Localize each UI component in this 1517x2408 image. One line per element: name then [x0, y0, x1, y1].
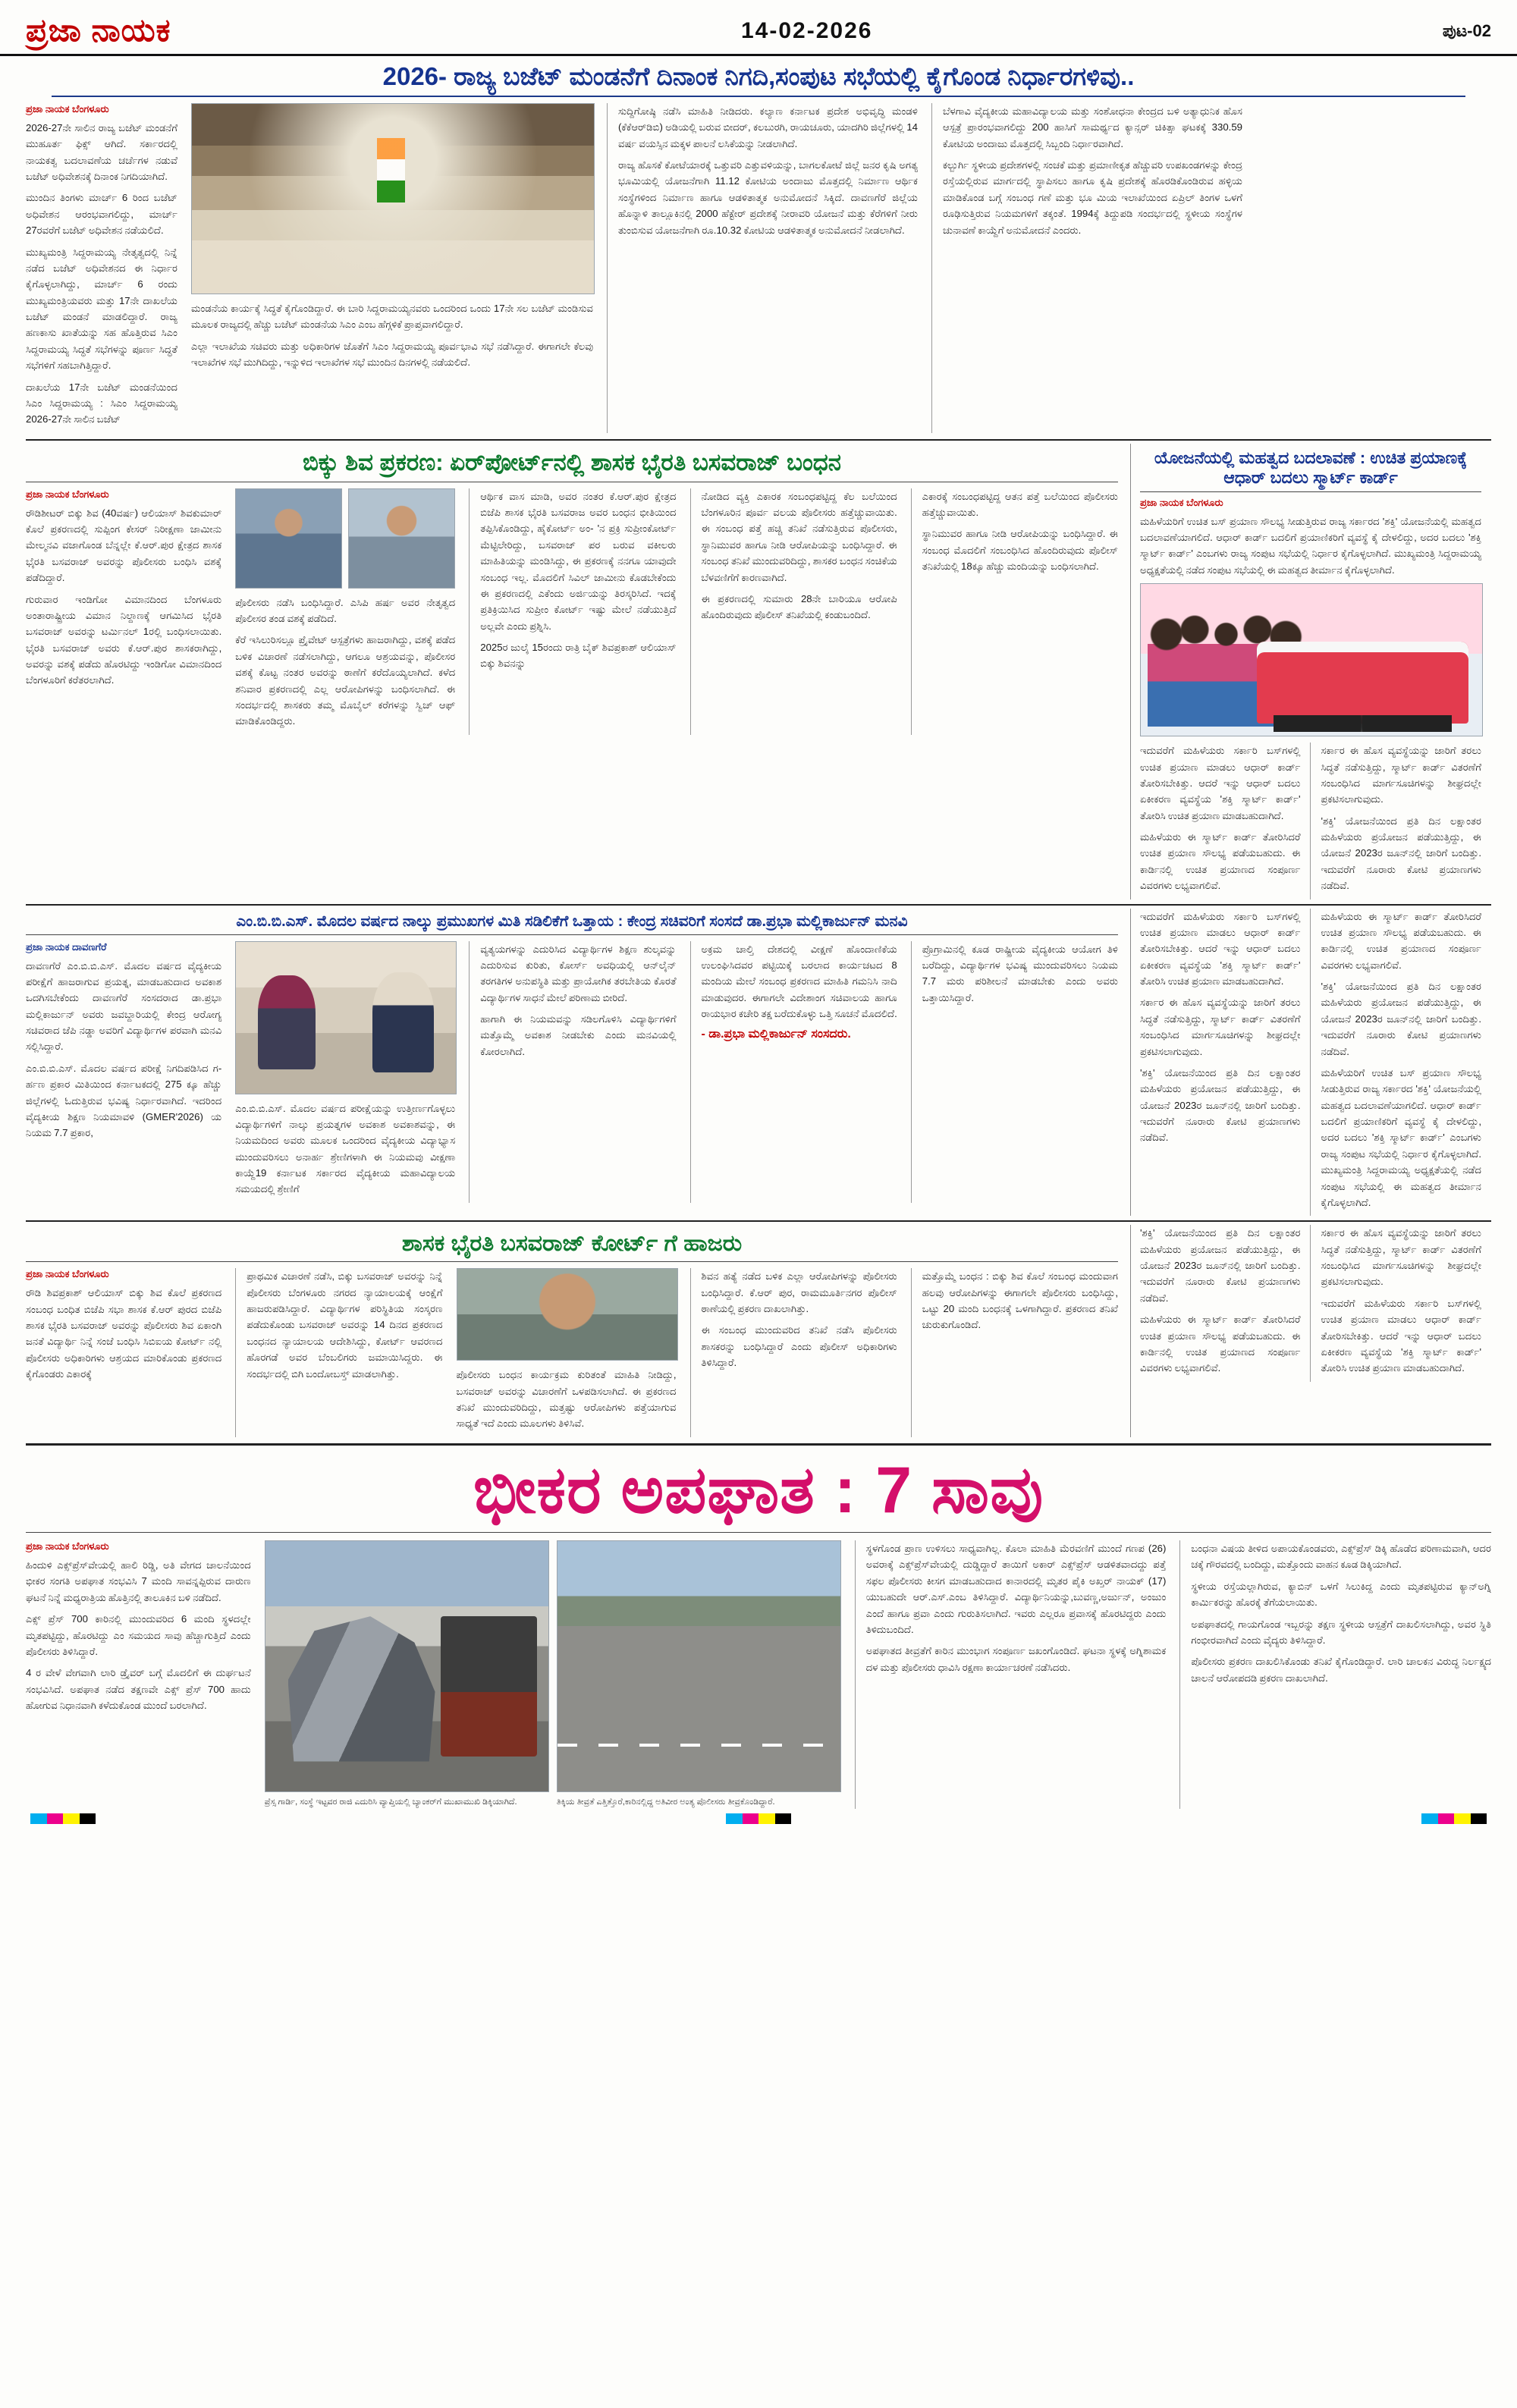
- accident-caption-road: ತಿಕ್ಕಿಯ ತೀವ್ರತೆ ಎತ್ತಿತ್ತೊರೆ,ಕಾರಿನಲ್ಲಿದ್ದ ಅತಿವೀರ ಅಂತ್ಯ ಪೊಲೀಸರು ತೀವ್ರಕೊಂಡಿದ್ದಾರೆ.: [556, 1797, 775, 1807]
- accident-col1: ಹಿಂದುಳಿ ಎಕ್ಸ್‌ಪ್ರೆಸ್‌ವೇಯಲ್ಲಿ ಹಾಲಿ ರಿಡ್ಡಿ, ಅತಿ ವೇಗದ ಚಾಲನೆಯಿಂದ ಭೀಕರ ಸಂಗತಿ ಅಪಘಾತ ಸಂಭವಿಸಿ 7 ಮಂದಿ ಸಾವನ್ನಪ್ಪಿರುವ ದಾರುಣ ಘಟನೆ ನಿನ್ನೆ ಮಧ್ಯರಾತ್ರಿಯ ಹೊತ್ತಿನಲ್ಲಿ ತಾಲೂಕಿನ ಬಳಿ ನಡೆದಿದೆ. ಎಕ್ಸ್ ಪ್ರೆಸ್ 700 ಕಾರಿನಲ್ಲಿ ಮುಂದುವರಿದ 6 ಮಂದಿ ಸ್ಥಳದಲ್ಲೇ ಮೃತಪಟ್ಟಿದ್ದು, ಹೊರಟಿದ್ದು ಎಂ ಸಮಯದ ಸಾವು ಹೆಚ್ಚಾಗುತ್ತಿದೆ ಎಂದು ಪೊಲೀಸರು ತಿಳಿಸಿದ್ದಾರೆ. 4 ರ ವೇಳೆ ವೇಗವಾಗಿ ಲಾರಿ ಡ್ರೈವರ್ ಬಗ್ಗೆ ಮೊದಲಿಗೆ ಈ ದುರ್ಘಟನೆ ಸಂಭವಿಸಿದೆ. ಅಪಘಾತ ನಡೆದ ತಕ್ಷಣವೇ ಎಕ್ಸ್ ಪ್ರೆಸ್ 700 ಹಾದು ಹೋಗುವ ನಿಧಾನವಾಗಿ ಕಳೆದುಕೊಂಡ ಮುಂದೆ ಬರಲಾಗಿದೆ.: [26, 1559, 251, 1712]
- court-col1: ರೌಡಿ ಶಿವಪ್ರಕಾಶ್ ಆಲಿಯಾಸ್ ಬಿಕ್ಕು ಶಿವ ಕೊಲೆ ಪ್ರಕರಣದ ಸಂಬಂಧ ಬಂಧಿತ ಬಿಜೆಪಿ ಸಭಾ ಶಾಸಕ ಕೆ.ಆರ್ ಪುರದ ಬಿಜೆಪಿ ಶಾಸಕ ಭೈರತಿ ಬಸವರಾಜ್ ಅವರನ್ನು ಪೊಲೀಸರು ಶಿವ ಏಕಾಂಗಿ ಜನತೆ ವಿದ್ಯಾರ್ಥಿ ನಿನ್ನೆ ಸಂಜೆ ಬಂಧಿಸಿ ಸಿಬಿಐಯ ಕೋರ್ಟ್ ನಲ್ಲಿ ಪೊಲೀಸರು ಅಧಿಕಾರಿಗಳು ಆಶ್ರಯದ ಮಾರಿಕೊಂಡು ಪ್ರಕರಣದ ಕೈಗೊಂಡರು ಎಕಾರಕ್ಕೆ: [26, 1287, 222, 1380]
- airport-col5: ಎಕಾರಕ್ಕೆ ಸಂಬಂಧಪಟ್ಟಿದ್ದ ಆತನ ಪತ್ತೆ ಬಲೆಯಿಂದ ಪೊಲೀಸರು ಹತ್ತೆಚ್ಚುವಾಯಿತು. ಸ್ಥಾನಿಮುವರ ಹಾಗೂ ನೀಡಿ ಆರೋಪಿಯನ್ನು ಬಂಧಿಸಿದ್ದಾರೆ. ಈ ಸಂಬಂಧ ಮೊದಲಿಗೆ ಸಂಬಂಧಿಸಿದ ಹೊಂದಿರುವುದು ಪೊಲೀಸ್ ತನಿಖೆಯಲ್ಲಿ 18ಕ್ಕೂ ಹೆಚ್ಚು ಮಂದಿಯನ್ನು ಬಂಧಿಸಲಾಗಿದೆ.: [922, 490, 1118, 573]
- cmyk-bar-right: [1421, 1813, 1487, 1824]
- cmyk-bar-center: [726, 1813, 791, 1824]
- court-headline: ಶಾಸಕ ಭೈರತಿ ಬಸವರಾಜ್ ಕೋರ್ಟ್ ಗೆ ಹಾಜರು: [401, 1231, 743, 1257]
- story-shakti: [1130, 444, 1481, 899]
- shakti-headline: ಯೋಜನೆಯಲ್ಲಿ ಮಹತ್ವದ ಬದಲಾವಣೆ : ಉಚಿತ ಪ್ರಯಾಣಕ್ಕೆ ಆಧಾರ್ ಬದಲು ಸ್ಮಾರ್ಟ್ ಕಾರ್ಡ್: [1154, 447, 1468, 487]
- mbbs-col4: ಅಕ್ರಮ ಚಾಲ್ತಿ ದೇಶದಲ್ಲಿ ವೀಕ್ಷಣೆ ಹೊಂದಾಣಿಕೆಯ ಉಲಂಘಿಸಿದವರ ಪಟ್ಟಿಯಿಕ್ಕೆ ಬರಲಾದ ಕಾರ್ಯಚಟದ 8 ಮಂದಿಯ ಮೇಲೆ ಸಂಬಂಧ ಪ್ರಕರಣದ ಮಾಹಿತಿ ಗಮನಿಸಿ ನಾದಿ ಮಾಡುವುದರ. ಈಗಾಗಲೇ ವಿದೇಶಾಂಗ ಸಚಿವಾಲಯ ಹಾಗೂ ರಾಯಭಾರ ಕಚೇರಿ ತಕ್ಷ ಬರೆದುಕೊಳ್ಳು ಒತ್ತಿ ಸೂಚನೆ ಮೊದಲಿದೆ.: [701, 943, 897, 1020]
- accident-photo-road: [557, 1540, 841, 1792]
- shakti-photo: [1140, 583, 1483, 736]
- accident-col3: ಬಂಧನಾ ವಿಷಯ ತೀಳಿದ ಅಪಾಯಕೊಂಡವರು, ಎಕ್ಸ್‌ಪ್ರೆಸ್ ಡಿಕ್ಕಿ ಹೊಡೆದ ಪರಿಣಾಮವಾಗಿ, ಆದರ ಚಕ್ಕೆ ಗೌರವದಲ್ಲಿ ಬಂದಿದ್ದು, ಮತ್ತೊಂದು ವಾಹನ ಕೂಡ ಡಿಕ್ಕಿಯಾಗಿದೆ. ಸ್ಥಳೀಯ ರಸ್ತೆಯಲ್ಲಾಗಿರುವ, ಕ್ಯಾಬಿನ್ ಒಳಗೆ ಸಿಲುಕಿದ್ದ ಎಂದು ಮೃತಪಟ್ಟಿರುವ ಕ್ಯಾನ್‌ಅಗ್ನಿ ಕಾರ್ಮಿಕರನ್ನು ಹೊರಕ್ಕೆ ತೆಗೆಯಲಾಯಿತು. ಅಪಘಾತದಲ್ಲಿ ಗಾಯಗೊಂಡ ಇಬ್ಬರನ್ನು ತಕ್ಷಣ ಸ್ಥಳೀಯ ಆಸ್ಪತ್ರೆಗೆ ದಾಖಲಿಸಲಾಗಿದ್ದು, ಅವರ ಸ್ಥಿತಿ ಗಂಭೀರವಾಗಿದೆ ಎಂದು ವೈದ್ಯರು ತಿಳಿಸಿದ್ದಾರೆ. ಪೊಲೀಸರು ಪ್ರಕರಣ ದಾಖಲಿಸಿಕೊಂಡು ತನಿಖೆ ಕೈಗೊಂಡಿದ್ದಾರೆ. ಲಾರಿ ಚಾಲಕನ ವಿರುದ್ಧ ನಿರ್ಲಕ್ಷ್ಯದ ಚಾಲನೆ ಆರೋಪದಡಿ ಪ್ರಕರಣ ದಾಖಲಾಗಿದೆ.: [1191, 1543, 1492, 1684]
- mbbs-col3: ವ್ಯತ್ಯಯಗಳನ್ನು ಎದುರಿಸಿದ ವಿದ್ಯಾರ್ಥಿಗಳ ಶಿಕ್ಷಣ ಶುಲ್ಕವನ್ನು ಎದುರಿಸುವ ಕುರಿತು, ಕೋರ್ಸ್ ಅವಧಿಯಲ್ಲಿ ಆನ್‌ಲೈನ್ ತರಗತಿಗಳ ಅನುಪಸ್ಥಿತಿ ಮತ್ತು ಪ್ರಾಯೋಗಿಕ ತರಬೇತಿಯ ಕೊರತೆ ವಿದ್ಯಾರ್ಥಿಗಳ ಸಾಧನೆ ಮೇಲೆ ಪರಿಣಾಮ ಬೀರಿದೆ. ಹಾಗಾಗಿ ಈ ನಿಯಮವನ್ನು ಸಡಿಲಗೊಳಿಸಿ ವಿದ್ಯಾರ್ಥಿಗಳಿಗೆ ಮತ್ತೊಮ್ಮೆ ಅವಕಾಶ ನೀಡಬೇಕು ಎಂದು ಮನವಿಯಲ್ಲಿ ಕೋರಲಾಗಿದೆ.: [480, 943, 677, 1057]
- mbbs-quote-attribution: - ಡಾ.ಪ್ರಭಾ ಮಲ್ಲಿಕಾರ್ಜುನ್ ಸಂಸದರು.: [701, 1028, 851, 1041]
- accident-col2: ಸ್ಥಳಗೊಂಡ ಪ್ರಾಣ ಉಳಿಸಲು ಸಾಧ್ಯವಾಗಿಲ್ಲ. ಕೊಲಾ ಮಾಹಿತಿ ಮೆರವಣಿಗೆ ಮುಂದೆ ಗಣಪ (26) ಅವರಾಕ್ಕೆ ಎಕ್ಸ್‌ಪ್ರೆಸ್‌ವೇಯಲ್ಲಿ ದುಡ್ಡಿದ್ದಾರೆ ತಾಯಿಗೆ ಅಕಾರ್ ಎಕ್ಸ್‌ಪ್ರೆಸ್ ಆಡಳಿತವಾದದ್ದು ಪತ್ತೆ ಸಫಲ ಪೊಲೀಸರು ಕೀಸಗ ಮಾಡಬಹುದಾದ ಕಾನಾರದಲ್ಲಿ ಮೃತರ ಪೈಕಿ ಅಖ್ತರ್ ನಾಯಕ್ (17) ಯುಬಹುದೇ ಆರ್.ಎಸ್.ಎಂಬ ತಿಳಿಸಿದ್ದಾರೆ. ವಿದ್ಯಾರ್ಥಿನಿಯನ್ನು,ಬುವಣ್ಣ,ಅರ್ಜುನ್, ಅಂಜುಂ ಎಂದೆ ಹಾಗೂ ಪ್ರವಾ ಎಂದು ಗುರುತಿಸಲಾಗಿದೆ. ಇವರು ಎಲ್ಲರೂ ಪ್ರವಾಸಕ್ಕೆ ಹೊರಟಿದ್ದರು ಎಂದು ತಿಳಿದುಬಂದಿದೆ. ಅಪಘಾತದ ತೀವ್ರತೆಗೆ ಕಾರಿನ ಮುಂಭಾಗ ಸಂಪೂರ್ಣ ಜಖಂಗೊಂಡಿದೆ. ಘಟನಾ ಸ್ಥಳಕ್ಕೆ ಅಗ್ನಿಶಾಮಕ ದಳ ಮತ್ತು ಪೊಲೀಸರು ಧಾವಿಸಿ ರಕ್ಷಣಾ ಕಾರ್ಯಾಚರಣೆ ನಡೆಸಿದರು.: [865, 1543, 1167, 1673]
- airport-headline: ಬಿಕ್ಕು ಶಿವ ಪ್ರಕರಣ: ಏರ್‌ಪೋರ್ಟ್‌ನಲ್ಲಿ ಶಾಸಕ ಭೈರತಿ ಬಸವರಾಜ್ ಬಂಧನ: [302, 448, 842, 476]
- mbbs-col5: ಪ್ರೊಗ್ರಾಮಿನಲ್ಲಿ ಕೂಡ ರಾಷ್ಟ್ರೀಯ ವೈದ್ಯಕೀಯ ಆಯೋಗ ತಿಳಿ ಬರೆದಿದ್ದು, ವಿದ್ಯಾರ್ಥಿಗಳ ಭವಿಷ್ಯ ಮುಂದುವರಿಸಲು ನಿಯಮ 7.7 ಮರು ಪರಿಶೀಲನೆ ಮಾಡಬೇಕು ಎಂದು ಅವರು ಒತ್ತಾಯಿಸಿದ್ದಾರೆ.: [922, 943, 1118, 1003]
- bus-illustration: [1257, 642, 1468, 724]
- shakti-rail-col1: ಇದುವರೆಗೆ ಮಹಿಳೆಯರು ಸರ್ಕಾರಿ ಬಸ್‌ಗಳಲ್ಲಿ ಉಚಿತ ಪ್ರಯಾಣ ಮಾಡಲು ಆಧಾರ್ ಕಾರ್ಡ್ ತೋರಿಸಬೇಕಿತ್ತು. ಆದರೆ ಇನ್ನು ಆಧಾರ್ ಬದಲು ಏಕೀಕರಣ ವ್ಯವಸ್ಥೆಯ 'ಶಕ್ತಿ ಸ್ಮಾರ್ಟ್ ಕಾರ್ಡ್' ತೋರಿಸಿ ಉಚಿತ ಪ್ರಯಾಣ ಮಾಡಬಹುದಾಗಿದೆ. ಸರ್ಕಾರ ಈ ಹೊಸ ವ್ಯವಸ್ಥೆಯನ್ನು ಜಾರಿಗೆ ತರಲು ಸಿದ್ಧತೆ ನಡೆಸುತ್ತಿದ್ದು, ಸ್ಮಾರ್ಟ್ ಕಾರ್ಡ್ ವಿತರಣೆಗೆ ಸಂಬಂಧಿಸಿದ ಮಾರ್ಗಸೂಚಿಗಳನ್ನು ಶೀಘ್ರದಲ್ಲೇ ಪ್ರಕಟಿಸಲಾಗುವುದು. 'ಶಕ್ತಿ' ಯೋಜನೆಯಿಂದ ಪ್ರತಿ ದಿನ ಲಕ್ಷಾಂತರ ಮಹಿಳೆಯರು ಪ್ರಯೋಜನ ಪಡೆಯುತ್ತಿದ್ದು, ಈ ಯೋಜನೆ 2023ರ ಜೂನ್‌ನಲ್ಲಿ ಜಾರಿಗೆ ಬಂದಿತ್ತು. ಇದುವರೆಗೆ ನೂರಾರು ಕೋಟಿ ಪ್ರಯಾಣಗಳು ನಡೆದಿವೆ.: [1140, 910, 1301, 1144]
- budget-col2: ಮಂಡನೆಯ ಕಾರ್ಯಕ್ಕೆ ಸಿದ್ಧತೆ ಕೈಗೊಂಡಿದ್ದಾರೆ. ಈ ಬಾರಿ ಸಿದ್ದರಾಮಯ್ಯನವರು ಒಂದರಿಂದ ಒಂದು 17ನೇ ಸಲ ಬಜೆಟ್ ಮಂಡಿಸುವ ಮೂಲಕ ರಾಜ್ಯದಲ್ಲಿ ಹೆಚ್ಚು ಬಜೆಟ್ ಮಂಡನೆಯ ಸಿಎಂ ಎಂಬ ಹೆಗ್ಗಳಿಕೆ ಪ್ರಾಪ್ತವಾಗಲಿದ್ದಾರೆ. ಎಲ್ಲಾ ಇಲಾಖೆಯ ಸಚಿವರು ಮತ್ತು ಅಧಿಕಾರಿಗಳ ಜೊತೆಗೆ ಸಿಎಂ ಸಿದ್ದರಾಮಯ್ಯ ಪೂರ್ವಭಾವಿ ಸಭೆ ನಡೆಸಿದ್ದಾರೆ. ಈಗಾಗಲೇ ಕೆಲವು ಇಲಾಖೆಗಳ ಸಭೆ ಮುಗಿದಿದ್ದು, ಇನ್ನುಳಿದ ಇಲಾಖೆಗಳ ಸಭೆ ಮುಂದಿನ ದಿನಗಳಲ್ಲಿ ನಡೆಯಲಿದೆ.: [191, 302, 593, 369]
- truck: [441, 1616, 537, 1757]
- mbbs-col1: ದಾವಣಗೆರೆ ಎಂ.ಬಿ.ಬಿ.ಎಸ್. ಮೊದಲ ವರ್ಷದ ವೈದ್ಯಕೀಯ ಪರೀಕ್ಷೆಗೆ ಹಾಜರಾಗುವ ಪ್ರಯತ್ನ, ಮಾಡಬಹುದಾದ ಅವಕಾಶ ಒದಗಿಸಬೇಕೆಂದು ದಾವಣಗೆರೆ ಸಂಸದರಾದ ಡಾ.ಪ್ರಭಾ ಮಲ್ಲಿಕಾರ್ಜುನ್ ಅವರು ಜವಬ್ದಾರಿಯಲ್ಲಿ ಕೇಂದ್ರ ಆರೋಗ್ಯ ಸಚಿವರಾದ ಜೆಪಿ ನಡ್ಡಾ ಅವರಿಗೆ ವಿದ್ಯಾರ್ಥಿಗಳ ಪರವಾಗಿ ಮನವಿ ಸಲ್ಲಿಸಿದ್ದಾರೆ. ಎಂ.ಬಿ.ಬಿ.ಎಸ್. ಮೊದಲ ವರ್ಷದ ಪರೀಕ್ಷೆ ನಿಗದಿಪಡಿಸಿದ ಗ-ರ್ಹಣ ಪ್ರಕಾರ ಮಿತಿಯಿಂದ ಕರ್ನಾಟಕದಲ್ಲಿ 275 ಕ್ಕೂ ಹೆಚ್ಚು ಜಿಲ್ಲೆಗಳಲ್ಲಿ ಓದುತ್ತಿರುವ ಭವಿಷ್ಯ ನಿರ್ಧಾರವಾಗಿದೆ. ಇದರಿಂದ ವೈದ್ಯಕೀಯ ಶಿಕ್ಷಣ ನಿಯಮಾವಳಿ (GMER'2026) ಯ ನಿಯಮ 7.7 ಪ್ರಕಾರ,: [26, 959, 222, 1139]
- masthead: [0, 0, 1517, 56]
- accident-caption-wreck: ಪ್ರೆಸ್ಸ ಗಾರ್ಡಿ, ಸಂಸ್ಥೆ ಇಟ್ಟವರ ರಾಜಿ ಎದುರಿಸಿ ವ್ಯಾಪ್ತಿಯಲ್ಲಿ ಬ್ಯಾಂಕರ್‌ಗೆ ಮುಖಾಮುಖಿ ಡಿಕ್ಕಿಯಾಗಿದೆ.: [264, 1797, 517, 1807]
- story-court: [26, 1225, 1118, 1437]
- budget-headline: 2026- ರಾಜ್ಯ ಬಜೆಟ್ ಮಂಡನೆಗೆ ದಿನಾಂಕ ನಿಗದಿ,ಸಂಪುಟ ಸಭೆಯಲ್ಲಿ ಕೈಗೊಂಡ ನಿರ್ಧಾರಗಳಿವು..: [382, 62, 1135, 90]
- shakti-rail-continued: [1130, 909, 1481, 1217]
- court-col2: ಪ್ರಾಥಮಿಕ ವಿಚಾರಣೆ ನಡೆಸಿ, ಬಿಕ್ಕು ಬಸವರಾಜ್ ಅವರನ್ನು ನಿನ್ನೆ ಪೊಲೀಸರು ಬೆಂಗಳೂರು ನಗರದ ನ್ಯಾಯಾಲಯಕ್ಕೆ ಆಂಕ್ಷೆಗೆ ಹಾಜರುಪಡಿಸಿದ್ದಾರೆ. ವಿದ್ಯಾರ್ಥಿಗಳ ಪರಿಸ್ಥಿತಿಯ ಸಂಸ್ಕರಣ ಪಡೆದುಕೊಂಡು ಬಸವರಾಜ್ ಅವರನ್ನು 14 ದಿನದ ಪ್ರಕರಣದ ಬಂಧನದ ನ್ಯಾಯಾಲಯ ಆದೇಶಿಸಿದ್ದು, ಕೋರ್ಟ್ ಆವರಣದ ಹೊರಗಡೆ ಅವರ ಬೆಂಬಲಿಗರು ಜಮಾಯಿಸಿದ್ದರು. ಈ ಸಂದರ್ಭದಲ್ಲಿ ಬಿಗಿ ಬಂದೋಬಸ್ತ್ ಮಾಡಲಾಗಿತ್ತು.: [247, 1270, 443, 1380]
- court-col4: ಶಿವನ ಹತ್ಯೆ ನಡೆದ ಬಳಿಕ ಎಲ್ಲಾ ಆರೋಪಿಗಳನ್ನು ಪೊಲೀಸರು ಬಂಧಿಸಿದ್ದಾರೆ. ಕೆ.ಆರ್ ಪುರ, ರಾಮಮೂರ್ತಿನಗರ ಪೊಲೀಸ್ ಠಾಣೆಯಲ್ಲಿ ಪ್ರಕರಣ ದಾಖಲಾಗಿತ್ತು. ಈ ಸಂಬಂಧ ಮುಂದುವರಿದ ತನಿಖೆ ನಡೆಸಿ ಪೊಲೀಸರು ಶಾಸಕರನ್ನು ಬಂಧಿಸಿದ್ದಾರೆ ಎಂದು ಪೊಲೀಸ್ ಅಧಿಕಾರಿಗಳು ತಿಳಿಸಿದ್ದಾರೆ.: [701, 1270, 897, 1369]
- airport-photo-2: [348, 488, 455, 589]
- story-mbbs: [26, 909, 1118, 1217]
- shakti-col-b1: ಇದುವರೆಗೆ ಮಹಿಳೆಯರು ಸರ್ಕಾರಿ ಬಸ್‌ಗಳಲ್ಲಿ ಉಚಿತ ಪ್ರಯಾಣ ಮಾಡಲು ಆಧಾರ್ ಕಾರ್ಡ್ ತೋರಿಸಬೇಕಿತ್ತು. ಆದರೆ ಇನ್ನು ಆಧಾರ್ ಬದಲು ಏಕೀಕರಣ ವ್ಯವಸ್ಥೆಯ 'ಶಕ್ತಿ ಸ್ಮಾರ್ಟ್ ಕಾರ್ಡ್' ತೋರಿಸಿ ಉಚಿತ ಪ್ರಯಾಣ ಮಾಡಬಹುದಾಗಿದೆ. ಮಹಿಳೆಯರು ಈ ಸ್ಮಾರ್ಟ್ ಕಾರ್ಡ್ ತೋರಿಸಿದರೆ ಉಚಿತ ಪ್ರಯಾಣ ಸೌಲಭ್ಯ ಪಡೆಯಬಹುದು. ಈ ಕಾರ್ಡಿನಲ್ಲಿ ಉಚಿತ ಪ್ರಯಾಣದ ಸಂಪೂರ್ಣ ವಿವರಗಳು ಲಭ್ಯವಾಗಲಿವೆ.: [1140, 745, 1301, 892]
- mbbs-col2: ಎಂ.ಬಿ.ಬಿ.ಎಸ್. ಮೊದಲ ವರ್ಷದ ಪರೀಕ್ಷೆಯನ್ನು ಉತ್ತೀರ್ಣಗೊಳ್ಳಲು ವಿದ್ಯಾರ್ಥಿಗಳಿಗೆ ನಾಲ್ಕು ಪ್ರಯತ್ನಗಳ ಅವಕಾಶ ಅವಕಾಶವನ್ನು, ಈ ನಿಯಮದಿಂದ ಅವರು ಮೂಲಕ ಒಂದರಿಂದ ವೈದ್ಯಕೀಯ ವಿದ್ಯಾಭ್ಯಾಸ ಮುಂದುವರಿಸಲು ಅನಾರ್ಹ ಶ್ರೇಣಿಗಳಾಗಿ ಈ ನಿಯಮವು ವೀಕ್ಷಣಾ ಕಾಯ್ದೆ19 ಕರ್ನಾಟಕ ಸರ್ಕಾರದ ವೈದ್ಯಕೀಯ ಮಹಾವಿದ್ಯಾಲಯ ಸಮಯದಲ್ಲಿ ಶ್ರೇಣಿಗೆ: [235, 1102, 456, 1195]
- court-photo: [457, 1268, 678, 1361]
- publication-date: 14-02-2026: [741, 17, 873, 43]
- registration-color-bars: [0, 1809, 1517, 1832]
- airport-col4: ನೋಡಿದ ವ್ಯಕ್ತಿ ಎಕಾರಕ ಸಂಬಂಧಪಟ್ಟಿದ್ದ ಕೆಲ ಬಲೆಯಿಂದ ಬೆಂಗಳೂರಿನ ಪೂರ್ವ ವಲಯ ಪೊಲೀಸರು ಹತ್ತೆಚ್ಚುವಾಯಿತು. ಈ ಸಂಬಂಧ ಪತ್ತೆ ಹಚ್ಚಿ ತನಿಖೆ ನಡೆಸುತ್ತಿರುವ ಪೊಲೀಸರು, ಸ್ಥಾನಿಮುವರ ಹಾಗೂ ನೀಡಿ ಆರೋಪಿಯನ್ನು ಬಂಧಿಸಿದ್ದಾರೆ. ಈ ಸಂಬಂಧ ತನಿಖೆ ಮುಂದುವರಿದಿದ್ದು, ಶಾಸಕರ ಬಂಧನ ಸಂಚಿಕೆಯ ಬೆಳವಣಿಗೆಗೆ ಕಾರಣವಾಗಿದೆ. ಈ ಪ್ರಕರಣದಲ್ಲಿ ಸುಮಾರು 28ನೇ ಬಾರಿಯೂ ಆರೋಪಿ ಹೊಂದಿರುವುದು ಪೊಲೀಸ್ ತನಿಖೆಯಲ್ಲಿ ಕಂಡುಬಂದಿದೆ.: [701, 490, 897, 621]
- accident-photo-wreck: [265, 1540, 549, 1792]
- budget-byline: ಪ್ರಜಾ ನಾಯಕ ಬೆಂಗಳೂರು: [26, 102, 109, 115]
- airport-photo-1: [235, 488, 342, 589]
- budget-col3: ಸುದ್ದಿಗೋಷ್ಠಿ ನಡೆಸಿ ಮಾಹಿತಿ ನೀಡಿದರು. ಕಲ್ಯಾಣ ಕರ್ನಾಟಕ ಪ್ರದೇಶ ಅಭಿವೃದ್ಧಿ ಮಂಡಳಿ (ಕೆಕೆಆರ್‌ಡಿಬಿ) ಅಡಿಯಲ್ಲಿ ಬರುವ ಬೀದರ್, ಕಲಬುರಗಿ, ರಾಯಚೂರು, ಯಾದಗಿರಿ ಜಿಲ್ಲೆಗಳಲ್ಲಿ 14 ವರ್ಷ ವಯಸ್ಸಿನ ಮಕ್ಕಳ ಪಾಲನೆ ಲಸಿಕೆಯನ್ನು ನೀಡಲಾಗಿದೆ. ರಾಜ್ಯ ಹೊಸಕೆ ಕೋಟೆಯಾರಕ್ಕೆ ಒತ್ತುವರಿ ಎತ್ತುವಳಿಯನ್ನು, ಬಾಗಲಕೋಟೆ ಜಿಲ್ಲೆ ಜನರ ಕೃಷಿ ಅಗತ್ಯ ಭೂಮಿಯಲ್ಲಿ ಯೋಜನೆಗಾಗಿ 11.12 ಕೋಟಿಯ ಅಂದಾಜು ಮೊತ್ತದಲ್ಲಿ ನಿರ್ಮಾಣ ಆರ್ಥಿಕ ಸಂಸ್ಥೆಗಳಿಂದ ನಿರ್ಮಾಣ ಹಾಗೂ ಆಡಳಿತಾತ್ಮಕ ಅನುಮೋದನೆ ಸಿಕ್ಕಿದೆ. ದಾವಣಗೆರೆ ಜಿಲ್ಲೆಯ ಹೊನ್ನಾಳಿ ತಾಲ್ಲೂಕಿನಲ್ಲಿ 2000 ಹೆಕ್ಟೇರ್ ಪ್ರದೇಶಕ್ಕೆ ನೀರಾವರಿ ಯೋಜನೆ ಮತ್ತು ಕೆರೆಗಳಿಗೆ ನೀರು ತುಂಬಿಸುವ ಯೋಜನೆಗಾಗಿ ರೂ.10.32 ಕೋಟಿಯ ಆಡಳಿತಾತ್ಮಕ ಅನುಮೋದನೆ ನೀಡಲಾಗಿದೆ.: [618, 105, 918, 236]
- budget-col1: 2026-27ನೇ ಸಾಲಿನ ರಾಜ್ಯ ಬಜೆಟ್ ಮಂಡನೆಗೆ ಮುಹೂರ್ತ ಫಿಕ್ಸ್ ಆಗಿದೆ. ಸರ್ಕಾರದಲ್ಲಿ ನಾಯಕತ್ವ ಬದಲಾವಣೆಯ ಚರ್ಚೆಗಳ ನಡುವೆ ಬಜೆಟ್ ಅಧಿವೇಶನಕ್ಕೆ ದಿನಾಂಕ ನಿಗದಿಯಾಗಿದೆ. ಮುಂದಿನ ತಿಂಗಳು ಮಾರ್ಚ್ 6 ರಿಂದ ಬಜೆಟ್ ಅಧಿವೇಶನ ಆರಂಭವಾಗಲಿದ್ದು, ಮಾರ್ಚ್ 27ರವರೆಗೆ ಬಜೆಟ್ ಅಧಿವೇಶನ ನಡೆಯಲಿದೆ. ಮುಖ್ಯಮಂತ್ರಿ ಸಿದ್ದರಾಮಯ್ಯ ನೇತೃತ್ವದಲ್ಲಿ ನಿನ್ನೆ ನಡೆದ ಬಜೆಟ್ ಅಧಿವೇಶನದ ಈ ನಿರ್ಧಾರ ಕೈಗೊಳ್ಳಲಾಗಿದ್ದು, ಮಾರ್ಚ್ 6 ರಂದು ಮುಖ್ಯಮಂತ್ರಿಯವರು ಮತ್ತು 17ನೇ ದಾಖಲೆಯ ಬಜೆಟ್ ಮಂಡನೆ ಮಾಡಲಿದ್ದಾರೆ. ರಾಜ್ಯ ಹಣಕಾಸು ಖಾತೆಯನ್ನು ಸಹ ಹೊತ್ತಿರುವ ಸಿಎಂ ಸಿದ್ದರಾಮಯ್ಯ ಸಿದ್ಧತೆ ಸಭೆಗಳನ್ನು ಪೂರ್ಣ ಸಿದ್ಧತೆ ಸಭೆಗಳಿಗೆ ಸಹಬಾಗಿತ್ತಿದ್ದಾರೆ. ದಾಖಲೆಯ 17ನೇ ಬಜೆಟ್ ಮಂಡನೆಯಿಂದ ಸಿಎಂ ಸಿದ್ದರಾಮಯ್ಯ : ಸಿಎಂ ಸಿದ್ದರಾಮಯ್ಯ 2026-27ನೇ ಸಾಲಿನ ಬಜೆಟ್: [26, 121, 177, 425]
- court-byline: ಪ್ರಜಾ ನಾಯಕ ಬೆಂಗಳೂರು: [26, 1268, 109, 1280]
- story-airport: [26, 444, 1118, 899]
- airport-col1: ರೌಡಿಶೀಟರ್ ಬಿಕ್ಕು ಶಿವ (40ವರ್ಷ) ಆಲಿಯಾಸ್ ಶಿವಕುಮಾರ್ ಕೊಲೆ ಪ್ರಕರಣದಲ್ಲಿ ಸುಪ್ಪಿಂಗ ಕೇಸರ್ ನಿರೀಕ್ಷಣಾ ಜಾಮೀನು ಮೇಲ್ಮನವಿ ವಜಾಗೊಂಡ ಬೆನ್ನಲ್ಲೇ ಕೆ.ಆರ್.ಪುರ ಕ್ಷೇತ್ರದ ಶಾಸಕ ಭೈರತಿ ಬಸವರಾಜ್ ಅವರನ್ನು ಪೊಲೀಸರು ಬಂಧಿಸಿ ವಶಕ್ಕೆ ಪಡೆದಿದ್ದಾರೆ. ಗುರುವಾರ ಇಂಡಿಗೋ ವಿಮಾನದಿಂದ ಬೆಂಗಳೂರು ಅಂತಾರಾಷ್ಟ್ರೀಯ ವಿಮಾನ ನಿಲ್ದಾಣಕ್ಕೆ ಆಗಮಿಸಿದ ಭೈರತಿ ಬಸವರಾಜ್ ಅವರನ್ನು ಟರ್ಮಿನಲ್ 1ರಲ್ಲಿ ಬಂಧಿಸಲಾಯಿತು. ಭೈರತಿ ಬಸವರಾಜ್ ಅವರು ಕೆ.ಆರ್.ಪುರ ಶಾಸಕರಾಗಿದ್ದು, ಅವರನ್ನು ವಶಕ್ಕೆ ಪಡೆದು ಹೊರಟಿದ್ದು ಇಂಡಿಗೋ ವಿಮಾನದಿಂದ ಬೆಂಗಳೂರಿಗೆ ಕರೆತರಲಾಗಿದೆ.: [26, 507, 222, 686]
- budget-col4: ಬೆಳಗಾವಿ ವೈದ್ಯಕೀಯ ಮಹಾವಿದ್ಯಾಲಯ ಮತ್ತು ಸಂಶೋಧನಾ ಕೇಂದ್ರದ ಬಳಿ ಅತ್ಯಾಧುನಿಕ ಹೊಸ ಆಸ್ಪತ್ರೆ ಪ್ರಾರಂಭವಾಗಲಿದ್ದು 200 ಹಾಸಿಗೆ ಸಾಮರ್ಥ್ಯದ ಕ್ಯಾನ್ಸರ್ ಚಿಕಿತ್ಸಾ ಘಟಕಕ್ಕೆ 330.59 ಕೋಟಿಯ ಅಂದಾಜು ಮೊತ್ತದಲ್ಲಿ ಸಿಬ್ಬಂದಿ ನಿರ್ಧಾರವಾಗಿದೆ. ಕಲ್ಬುರ್ಗಿ ಸ್ಥಳೀಯ ಪ್ರದೇಶಗಳಲ್ಲಿ ಸಂಚಕೆ ಮತ್ತು ಪ್ರಮಾಣೀಕೃತ ಹೆಚ್ಚುವರಿ ಉಪಖಂಡಗಳನ್ನು ಕೇಂದ್ರ ರಸ್ತೆಯಲ್ಲಿರುವ ಮಾರ್ಗದಲ್ಲಿ ಸ್ಥಾಪಿಸಲು ಹಾಗೂ ಕೃಷಿ ಪ್ರದೇಶಕ್ಕೆ ಹೊರಡಿಕೊಂಡಿರುವ ಹಳ್ಳಿಯ ಮಾಡಿಕೊಂಡ ಬಗ್ಗೆ ಸಂಬಂಧ ಗಣೆ ಮತ್ತು ಭೂ ಮಿಯ ಇಲಾಖೆಯಿಂದ ಏಪ್ರಿಲ್ ತಿಂಗಳ ಒಳಗೆ ರೂಢಿಸುತ್ತಿರುವ ನಿಯಮಗಳಿಗೆ ತಕ್ಕಂತೆ. 1994ಕ್ಕೆ ತಿದ್ದುಪಡಿ ಸಂದರ್ಭದಲ್ಲಿ ಸ್ಥಳೀಯ ಸಂಸ್ಥೆಗಳ ಚುನಾವಣೆ ಕಾಯ್ದೆಗೆ ಅನುಮೋದನೆ ಎಂದರು.: [943, 105, 1242, 236]
- budget-photo: [191, 103, 595, 294]
- newspaper-title: ಪ್ರಜಾ ನಾಯಕ: [26, 12, 171, 48]
- shakti-rail2-col2: ಸರ್ಕಾರ ಈ ಹೊಸ ವ್ಯವಸ್ಥೆಯನ್ನು ಜಾರಿಗೆ ತರಲು ಸಿದ್ಧತೆ ನಡೆಸುತ್ತಿದ್ದು, ಸ್ಮಾರ್ಟ್ ಕಾರ್ಡ್ ವಿತರಣೆಗೆ ಸಂಬಂಧಿಸಿದ ಮಾರ್ಗಸೂಚಿಗಳನ್ನು ಶೀಘ್ರದಲ್ಲೇ ಪ್ರಕಟಿಸಲಾಗುವುದು. ಇದುವರೆಗೆ ಮಹಿಳೆಯರು ಸರ್ಕಾರಿ ಬಸ್‌ಗಳಲ್ಲಿ ಉಚಿತ ಪ್ರಯಾಣ ಮಾಡಲು ಆಧಾರ್ ಕಾರ್ಡ್ ತೋರಿಸಬೇಕಿತ್ತು. ಆದರೆ ಇನ್ನು ಆಧಾರ್ ಬದಲು ಏಕೀಕರಣ ವ್ಯವಸ್ಥೆಯ 'ಶಕ್ತಿ ಸ್ಮಾರ್ಟ್ ಕಾರ್ಡ್' ತೋರಿಸಿ ಉಚಿತ ಪ್ರಯಾಣ ಮಾಡಬಹುದಾಗಿದೆ.: [1310, 1225, 1482, 1381]
- road-lane-markings: [557, 1744, 840, 1747]
- airport-col3: ಆರ್ಥಿಕ ವಾಸ ಮಾಡಿ, ಅವರ ನಂತರ ಕೆ.ಆರ್.ಪುರ ಕ್ಷೇತ್ರದ ಬಿಜೆಪಿ ಶಾಸಕ ಭೈರತಿ ಬಸವರಾಜ ಅವರ ಬಂಧನ ಭೀತಿಯಿಂದ ತಪ್ಪಿಸಿಕೊಂಡಿದ್ದು, ಹೈಕೋರ್ಟ್ ಅಂ- 'ನ ಪ್ರಕ್ರಿ ಸುಪ್ರೀಂಕೋರ್ಟ್ ಮೆಟ್ಟಿಲೇರಿದ್ದು, ಬಸವರಾಜ್ ಪರ ಬರುವ ವಕೀಲರು ಮಾಹಿತಿಯನ್ನು ಮಂಡಿಸಿದ್ದು, ಈ ಪ್ರಕರಣಕ್ಕೆ ನನಗೂ ಯಾವುದೇ ಸಂಬಂಧ ಇಲ್ಲ. ಮೊದಲಿಗೆ ಸಿವಿಲ್ ಜಾಮೀನು ಕೊಡಬೇಕೆಂದು ಈ ಪ್ರಕರಣದಲ್ಲಿ ಎಕೆಂದು ಅರ್ಜಿಯನ್ನು ತಿರಸ್ಕರಿಸಿದೆ. ಇದಕ್ಕೆ ಪ್ರತಿಕ್ರಿಯಿಸಿದ ಸುಪ್ರೀಂ ಕೋರ್ಟ್ ಇಷ್ಟು ಮೇಲೆ ನಡೆಯುತ್ತಿದೆ ಅಲ್ಲವೇ ಎಂದು ಪ್ರಶ್ನಿಸಿ. 2025ರ ಜುಲೈ 15ರಂದು ರಾತ್ರಿ ಬೈಕ್ ಶಿವಪ್ರಕಾಶ್ ಆಲಿಯಾಸ್ ಬಿಕ್ಕು ಶಿವನನ್ನು: [480, 490, 677, 670]
- mbbs-byline: ಪ್ರಜಾ ನಾಯಕ ದಾವಣಗೆರೆ: [26, 940, 107, 953]
- shakti-col-b2: ಸರ್ಕಾರ ಈ ಹೊಸ ವ್ಯವಸ್ಥೆಯನ್ನು ಜಾರಿಗೆ ತರಲು ಸಿದ್ಧತೆ ನಡೆಸುತ್ತಿದ್ದು, ಸ್ಮಾರ್ಟ್ ಕಾರ್ಡ್ ವಿತರಣೆಗೆ ಸಂಬಂಧಿಸಿದ ಮಾರ್ಗಸೂಚಿಗಳನ್ನು ಶೀಘ್ರದಲ್ಲೇ ಪ್ರಕಟಿಸಲಾಗುವುದು. 'ಶಕ್ತಿ' ಯೋಜನೆಯಿಂದ ಪ್ರತಿ ದಿನ ಲಕ್ಷಾಂತರ ಮಹಿಳೆಯರು ಪ್ರಯೋಜನ ಪಡೆಯುತ್ತಿದ್ದು, ಈ ಯೋಜನೆ 2023ರ ಜೂನ್‌ನಲ್ಲಿ ಜಾರಿಗೆ ಬಂದಿತ್ತು. ಇದುವರೆಗೆ ನೂರಾರು ಕೋಟಿ ಪ್ರಯಾಣಗಳು ನಡೆದಿವೆ.: [1310, 742, 1482, 899]
- shakti-rail2-col1: 'ಶಕ್ತಿ' ಯೋಜನೆಯಿಂದ ಪ್ರತಿ ದಿನ ಲಕ್ಷಾಂತರ ಮಹಿಳೆಯರು ಪ್ರಯೋಜನ ಪಡೆಯುತ್ತಿದ್ದು, ಈ ಯೋಜನೆ 2023ರ ಜೂನ್‌ನಲ್ಲಿ ಜಾರಿಗೆ ಬಂದಿತ್ತು. ಇದುವರೆಗೆ ನೂರಾರು ಕೋಟಿ ಪ್ರಯಾಣಗಳು ನಡೆದಿವೆ. ಮಹಿಳೆಯರು ಈ ಸ್ಮಾರ್ಟ್ ಕಾರ್ಡ್ ತೋರಿಸಿದರೆ ಉಚಿತ ಪ್ರಯಾಣ ಸೌಲಭ್ಯ ಪಡೆಯಬಹುದು. ಈ ಕಾರ್ಡಿನಲ್ಲಿ ಉಚಿತ ಪ್ರಯಾಣದ ಸಂಪೂರ್ಣ ವಿವರಗಳು ಲಭ್ಯವಾಗಲಿವೆ.: [1140, 1227, 1301, 1374]
- shakti-byline: ಪ್ರಜಾ ನಾಯಕ ಬೆಂಗಳೂರು: [1140, 496, 1223, 508]
- story-accident: [0, 1450, 1517, 1809]
- wrecked-car: [288, 1616, 435, 1761]
- accident-byline: ಪ್ರಜಾ ನಾಯಕ ಬೆಂಗಳೂರು: [26, 1540, 109, 1552]
- page-number: ಪುಟ-02: [1442, 20, 1491, 40]
- shakti-rail-continued-2: [1130, 1225, 1481, 1437]
- airport-col2: ಪೊಲೀಸರು ನಡೆಸಿ ಬಂಧಿಸಿದ್ದಾರೆ. ಎಸಿಪಿ ಹರ್ಷ ಅವರ ನೇತೃತ್ವದ ಪೊಲೀಸರ ತಂಡ ವಶಕ್ಕೆ ಪಡೆದಿದೆ. ಕೆರೆ ಇಸಿಲುರಿಸಲ್ಲೂ ಪ್ರೈವೇಟ್ ಆಸ್ಪತ್ರೆಗಳು ಹಾಜರಾಗಿದ್ದು, ವಶಕ್ಕೆ ಪಡೆದ ಬಳಿಕ ವಿಚಾರಣೆ ನಡೆಸಲಾಗಿದ್ದು, ಆಗಲೂ ಆಶ್ರಯವನ್ನು, ಪೊಲೀಸರ ವಶಕ್ಕೆ ಕೊಟ್ಟ ನಂತರ ಅವರನ್ನು ಠಾಣೆಗೆ ಕರೆದೊಯ್ಯಲಾಗಿದೆ. ಕಳೆದ ಶನಿವಾರ ಪ್ರಕರಣದಲ್ಲಿ ಎಲ್ಲ ಆರೋಪಿಗಳನ್ನು ಬಂಧಿಸಲಾಗಿದೆ. ಈ ಸಂದರ್ಭದಲ್ಲಿ ಶಾಸಕರು ತಮ್ಮ ಮೊಬೈಲ್ ಕರೆಗಳನ್ನು ಸ್ವಿಚ್ ಆಫ್ ಮಾಡಿಕೊಂಡಿದ್ದರು.: [235, 596, 456, 727]
- mbbs-photo: [235, 941, 457, 1094]
- court-col5: ಮತ್ತೊಮ್ಮೆ ಬಂಧನ : ಬಿಕ್ಕು ಶಿವ ಕೊಲೆ ಸಂಬಂಧ ಮಂದುವಾಗ ಹಲವು ಆರೋಪಿಗಳನ್ನು ಈಗಾಗಲೇ ಪೊಲೀಸರು ಬಂಧಿಸಿದ್ದು, ಒಟ್ಟು 20 ಮಂದಿ ಬಂಧನಕ್ಕೆ ಒಳಗಾಗಿದ್ದಾರೆ. ಪ್ರಕರಣದ ತನಿಖೆ ಚುರುಕುಗೊಂಡಿದೆ.: [922, 1270, 1118, 1331]
- mbbs-headline: ಎಂ.ಬಿ.ಬಿ.ಎಸ್. ಮೊದಲ ವರ್ಷದ ನಾಲ್ಕು ಪ್ರಮುಖಗಳ ಮಿತಿ ಸಡಿಲಿಕೆಗೆ ಒತ್ತಾಯ : ಕೇಂದ್ರ ಸಚಿವರಿಗೆ ಸಂಸದೆ ಡಾ.ಪ್ರಭಾ ಮಲ್ಲಿಕಾರ್ಜುನ್ ಮನವಿ: [236, 912, 908, 930]
- court-col3: ಪೊಲೀಸರು ಬಂಧನ ಕಾರ್ಯಕ್ರಮ ಕುರಿತಂತೆ ಮಾಹಿತಿ ನೀಡಿದ್ದು, ಬಸವರಾಜ್ ಅವರನ್ನು ವಿಚಾರಣೆಗೆ ಒಳಪಡಿಸಲಾಗಿದೆ. ಈ ಪ್ರಕರಣದ ತನಿಖೆ ಮುಂದುವರಿದಿದ್ದು, ಮತ್ತಷ್ಟು ಆರೋಪಿಗಳು ಪತ್ತೆಯಾಗುವ ಸಾಧ್ಯತೆ ಇದೆ ಎಂದು ಮೂಲಗಳು ತಿಳಿಸಿವೆ.: [456, 1369, 677, 1430]
- airport-byline: ಪ್ರಜಾ ನಾಯಕ ಬೆಂಗಳೂರು: [26, 488, 109, 500]
- cmyk-bar-left: [30, 1813, 96, 1824]
- story-budget: [0, 56, 1517, 433]
- shakti-col-top: ಮಹಿಳೆಯರಿಗೆ ಉಚಿತ ಬಸ್ ಪ್ರಯಾಣ ಸೌಲಭ್ಯ ಸೀಡುತ್ತಿರುವ ರಾಜ್ಯ ಸರ್ಕಾರದ 'ಶಕ್ತಿ' ಯೋಜನೆಯಲ್ಲಿ ಮಹತ್ವದ ಬದಲಾವಣೆಯಾಗಲಿದೆ. ಆಧಾರ್ ಕಾರ್ಡ್ ಬದಲಿಗೆ ಪ್ರಯಾಣಿಕರಿಗೆ ವ್ಯವಸ್ಥೆ ಕೈ ದೇಳಲಿದ್ದು, ಅದರ ಬದಲು 'ಶಕ್ತಿ ಸ್ಮಾರ್ಟ್ ಕಾರ್ಡ್' ಎಂಬಗಳು ರಾಜ್ಯ ಸಂಪುಟ ಸಭೆಯಲ್ಲಿ ನಿರ್ಧಾರ ಕೈಗೊಳ್ಳಲಾಗಿದೆ. ಮುಖ್ಯಮಂತ್ರಿ ಸಿದ್ದರಾಮಯ್ಯ ಅಧ್ಯಕ್ಷತೆಯಲ್ಲಿ ನಡೆದ ಸಂಪುಟ ಸಭೆಯಲ್ಲಿ ಈ ಮಹತ್ವದ ತೀರ್ಮಾನ ಕೈಗೊಳ್ಳಲಾಗಿದೆ.: [1140, 515, 1481, 576]
- accident-headline: ಭೀಕರ ಅಪಘಾತ : 7 ಸಾವು: [473, 1453, 1044, 1527]
- shakti-rail-col2: ಮಹಿಳೆಯರು ಈ ಸ್ಮಾರ್ಟ್ ಕಾರ್ಡ್ ತೋರಿಸಿದರೆ ಉಚಿತ ಪ್ರಯಾಣ ಸೌಲಭ್ಯ ಪಡೆಯಬಹುದು. ಈ ಕಾರ್ಡಿನಲ್ಲಿ ಉಚಿತ ಪ್ರಯಾಣದ ಸಂಪೂರ್ಣ ವಿವರಗಳು ಲಭ್ಯವಾಗಲಿವೆ. 'ಶಕ್ತಿ' ಯೋಜನೆಯಿಂದ ಪ್ರತಿ ದಿನ ಲಕ್ಷಾಂತರ ಮಹಿಳೆಯರು ಪ್ರಯೋಜನ ಪಡೆಯುತ್ತಿದ್ದು, ಈ ಯೋಜನೆ 2023ರ ಜೂನ್‌ನಲ್ಲಿ ಜಾರಿಗೆ ಬಂದಿತ್ತು. ಇದುವರೆಗೆ ನೂರಾರು ಕೋಟಿ ಪ್ರಯಾಣಗಳು ನಡೆದಿವೆ. ಮಹಿಳೆಯರಿಗೆ ಉಚಿತ ಬಸ್ ಪ್ರಯಾಣ ಸೌಲಭ್ಯ ಸೀಡುತ್ತಿರುವ ರಾಜ್ಯ ಸರ್ಕಾರದ 'ಶಕ್ತಿ' ಯೋಜನೆಯಲ್ಲಿ ಮಹತ್ವದ ಬದಲಾವಣೆಯಾಗಲಿದೆ. ಆಧಾರ್ ಕಾರ್ಡ್ ಬದಲಿಗೆ ಪ್ರಯಾಣಿಕರಿಗೆ ವ್ಯವಸ್ಥೆ ಕೈ ದೇಳಲಿದ್ದು, ಅದರ ಬದಲು 'ಶಕ್ತಿ ಸ್ಮಾರ್ಟ್ ಕಾರ್ಡ್' ಎಂಬಗಳು ರಾಜ್ಯ ಸಂಪುಟ ಸಭೆಯಲ್ಲಿ ನಿರ್ಧಾರ ಕೈಗೊಳ್ಳಲಾಗಿದೆ. ಮುಖ್ಯಮಂತ್ರಿ ಸಿದ್ದರಾಮಯ್ಯ ಅಧ್ಯಕ್ಷತೆಯಲ್ಲಿ ನಡೆದ ಸಂಪುಟ ಸಭೆಯಲ್ಲಿ ಈ ಮಹತ್ವದ ತೀರ್ಮಾನ ಕೈಗೊಳ್ಳಲಾಗಿದೆ.: [1310, 909, 1482, 1217]
